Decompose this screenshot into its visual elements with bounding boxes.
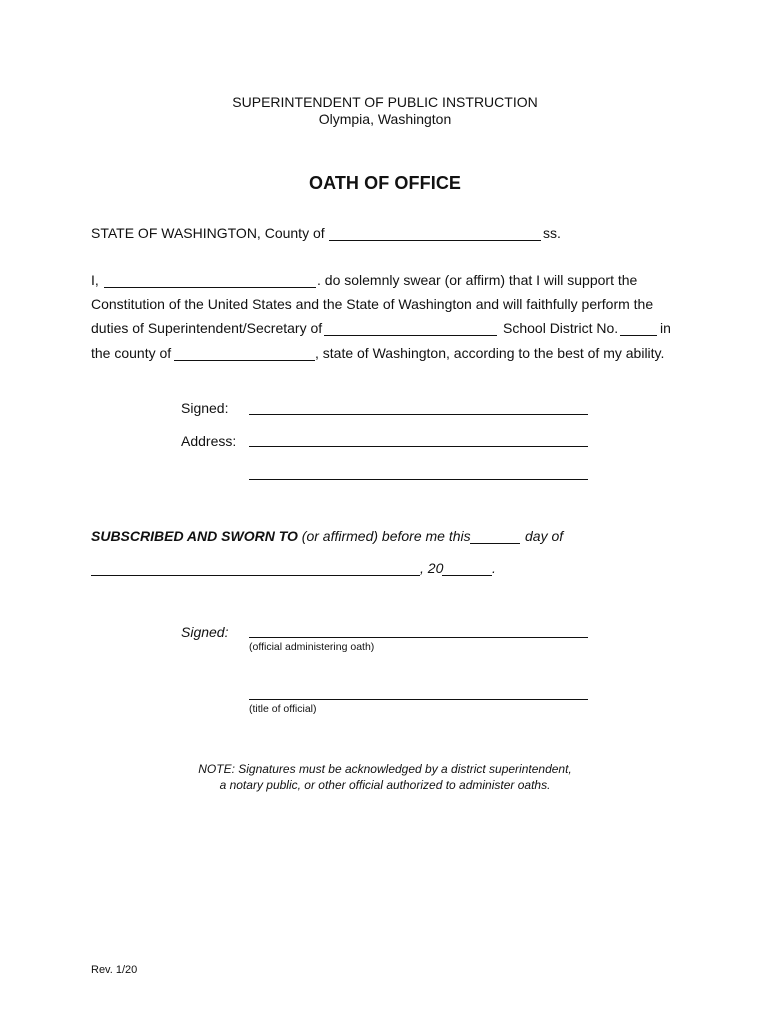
signed-label: Signed:	[181, 400, 229, 416]
venue-suffix: ss.	[543, 225, 561, 241]
address-label: Address:	[181, 433, 237, 449]
venue-prefix: STATE OF WASHINGTON, County of	[91, 225, 325, 241]
address-field-line2[interactable]	[249, 479, 588, 480]
oath-line1-end: . do solemnly swear (or affirm) that I will support the	[317, 272, 638, 288]
agency-name: SUPERINTENDENT OF PUBLIC INSTRUCTION	[232, 94, 538, 110]
revision-label: Rev. 1/20	[91, 964, 138, 976]
county-field[interactable]	[329, 240, 541, 241]
agency-location: Olympia, Washington	[318, 111, 452, 127]
jurat-bold: SUBSCRIBED AND SWORN TO	[91, 528, 298, 544]
title-caption: (title of official)	[249, 703, 317, 715]
jurat-day-of: day of	[525, 528, 564, 544]
oath-line3-mid: School District No.	[503, 320, 619, 336]
document-title: OATH OF OFFICE	[308, 173, 462, 193]
jurat-italic: (or affirmed) before me this	[301, 528, 471, 544]
note-line1: NOTE: Signatures must be acknowledged by a district superintendent,	[198, 762, 572, 776]
oath-line2: Constitution of the United States and the State of Washington and will faithfully perform the	[91, 296, 654, 312]
oath-line1-start: I,	[91, 272, 99, 288]
oath-line4-start: the county of	[91, 345, 172, 361]
official-signed-label: Signed:	[181, 624, 229, 640]
school-district-name-field[interactable]	[324, 335, 497, 336]
jurat-year-prefix: , 20	[420, 560, 444, 576]
oath-line3-start: duties of Superintendent/Secretary of	[91, 320, 323, 336]
jurat-line	[91, 528, 471, 544]
oath-line3-end: in	[660, 320, 671, 336]
jurat-year-suffix: .	[492, 560, 496, 576]
oath-name-field[interactable]	[104, 287, 316, 288]
signature-field[interactable]	[249, 414, 588, 415]
address-field-line1[interactable]	[249, 446, 588, 447]
day-field[interactable]	[470, 543, 520, 544]
official-caption: (official administering oath)	[249, 641, 375, 653]
county-of-field[interactable]	[174, 360, 315, 361]
official-title-field[interactable]	[249, 699, 588, 700]
district-number-field[interactable]	[620, 335, 657, 336]
year-field[interactable]	[442, 575, 492, 576]
month-field[interactable]	[91, 575, 420, 576]
oath-line4-end: , state of Washington, according to the best of my ability.	[315, 345, 665, 361]
official-signature-field[interactable]	[249, 637, 588, 638]
note-line2: a notary public, or other official authorized to administer oaths.	[219, 778, 551, 792]
